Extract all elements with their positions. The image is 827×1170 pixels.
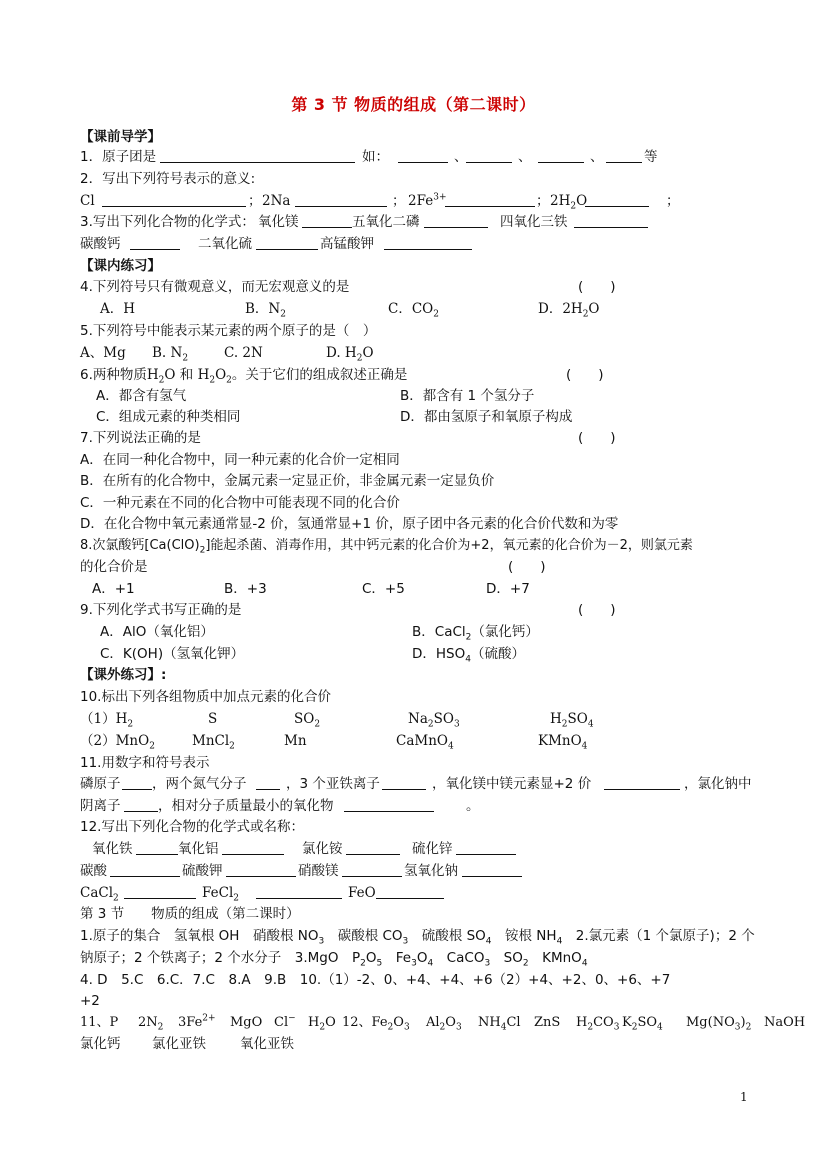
question-5: 5.下列符号中能表示某元素的两个原子的是（ ）: [80, 323, 377, 339]
question-8: 8.次氯酸钙$[Ca(ClO)_2]$能起杀菌、消毒作用，其中钙元素的化合价为+2，氧元素的化合价为－2，则氯元素: [80, 538, 693, 556]
question-12: 12.写出下列化合物的化学式或名称：: [80, 819, 304, 835]
answer-blank[interactable]: [398, 149, 448, 163]
answer-blank[interactable]: [124, 798, 158, 812]
option-b: B．CaCl$_2$（氯化钙）: [412, 624, 539, 643]
answers-line-4: +2: [80, 993, 100, 1009]
answer-blank[interactable]: [585, 193, 649, 207]
answer-blank[interactable]: [295, 193, 387, 207]
option-c[interactable]: C．K(OH)（氢氧化钾）: [100, 646, 245, 662]
answer-blank[interactable]: [226, 863, 296, 877]
option-a[interactable]: A、Mg: [80, 345, 126, 361]
option-a[interactable]: A．都含有氢气: [96, 388, 187, 404]
option-b[interactable]: B．+3: [224, 581, 267, 597]
answer-blank[interactable]: [424, 214, 488, 228]
answer-blank[interactable]: [376, 885, 444, 899]
answer-blank[interactable]: [462, 863, 522, 877]
answer-blank[interactable]: [222, 841, 284, 855]
worksheet-page: 第 3 节 物质的组成（第二课时） 【课前导学】 1．原子团是 如： 、 、 、 等 2．写出下列符号表示的意义: Cl ； 2Na ； $2Fe^{3+}$ ； $2H_2O$ ； 3.写出下列化合物的化学式： 氧化镁 五氧化二磷 四氧化三铁 碳酸钙 二氧化硫 高锰酸钾 【课内练习】 4.下列符号只有微观意义，而无宏观意义的是 ( ) A．H B．$N_2$ C．$CO_2$ D．$2H_2O$ 5.下列符号中能表示某元素的两个原子的是（ ） A、Mg B. $N_2$ C. 2N D. $H_2O$ 6.两种物质$H_2O$ 和 $H_2O_2$。关于它们的组成叙述正确是 ( ) A．都含有氢气 B．都含有 1 个氢分子 C．组成元素的种类相同 D．都由氢原子和氧原子构成 7.下列说法正确的是 ( ) A．在同一种化合物中，同一种元素的化合价一定相同 B．在所有的化合物中，金属元素一定显正价，非金属元素一定显负价 C．一种元素在不同的化合物中可能表现不同的化合价 D．在化合物中氧元素通常显-2 价，氢通常显+1 价，原子团中各元素的化合价代数和为零 8.次氯酸钙$[Ca(ClO)_2]$能起杀菌、消毒作用，其中钙元素的化合价为+2，氧元素的化合价为－2，则氯元素 的化合价是 ( ) A．+1 B．+3 C．+5 D．+7 9.下列化学式书写正确的是 ( ) A．AlO（氧化铝） B．CaCl$_2$（氯化钙） C．K(OH)（氢氧化钾） D．$HSO_4$（硫酸） 【课外练习】: 10.标出下列各组物质中加点元素的化合价 $(1)H_2$ S $SO_2$ $Na_2SO_3$ $H_2SO_4$ （2）MnO$_2$ MnCl$_2$ Mn CaMnO$_4$ KMnO$_4$ 11.用数字和符号表示 磷原子 ，两个氮气分子 ，3 个亚铁离子 ，氧化镁中镁元素显+2 价 ，氯化钠中 阴离子 ，相对分子质量最小的氧化物 。 12.写出下列化合物的化学式或名称： 氧化铁 氧化铝 氯化铵 硫化锌 碳酸 硫酸钾 硝酸镁 氢氧化钠 CaCl$_2$ FeCl$_2$ FeO 第 3 节 物质的组成（第二课时） 1.原子的集合 氢氧根 OH 硝酸根 $NO_3$ 碳酸根 $CO_3$ 硫酸根 $SO_4$ 铵根 $NH_4$ 2.氯元素（1 个氯原子)；2 个 钠原子；2 个铁离子；2 个水分子 3.MgO $P_2O_5$ $Fe_3O_4$ CaCO$_3$ $SO_2$ KMnO$_4$ 4. D 5.C 6.C．7.C 8.A 9.B 10.（1）-2、0、+4、+4、+6（2）+4、+2、0、+6、+7 +2 11、P $2N_2$ $3Fe^{2+}$ MgO Cl− $H_2O$ 12、$Fe_2O_3$ $Al_2O_3$ $NH_4Cl$ ZnS $H_2CO_3$ $K_2SO_4$ $Mg(NO_3)_2$ NaOH 氯化钙 氯化亚铁 氧化亚铁 1: [0, 0, 827, 1170]
answer-blank[interactable]: [466, 149, 512, 163]
question-7-option-c[interactable]: C．一种元素在不同的化合物中可能表现不同的化合价: [80, 495, 400, 511]
answer-blank[interactable]: [445, 193, 535, 207]
answer-blank[interactable]: [384, 236, 472, 250]
option-a[interactable]: A．AlO（氧化铝）: [100, 624, 214, 640]
answer-blank[interactable]: [574, 214, 648, 228]
question-7-option-d[interactable]: D．在化合物中氧元素通常显-2 价，氢通常显+1 价，原子团中各元素的化合价代数和为零: [80, 516, 619, 532]
question-7-option-b[interactable]: B．在所有的化合物中，金属元素一定显正价，非金属元素一定显负价: [80, 473, 495, 489]
section-class-header: 【课内练习】: [80, 258, 161, 274]
question-7-option-a[interactable]: A．在同一种化合物中，同一种元素的化合价一定相同: [80, 452, 400, 468]
option-b[interactable]: B．都含有 1 个氢分子: [400, 388, 535, 404]
answers-line-1: 1.原子的集合 氢氧根 OH 硝酸根 $NO_3$ 碳酸根 $CO_3$ 硫酸根 $SO_4$ 铵根 $NH_4$ 2.氯元素（1 个氯原子)；2 个: [80, 928, 755, 947]
option-d[interactable]: D．+7: [486, 581, 530, 597]
answer-blank[interactable]: [122, 776, 152, 790]
answer-blank[interactable]: [256, 236, 318, 250]
question-11: 11.用数字和符号表示: [80, 755, 210, 771]
page-title: 第 3 节 物质的组成（第二课时）: [291, 95, 536, 114]
option-c[interactable]: C．组成元素的种类相同: [96, 409, 241, 425]
answer-blank[interactable]: [538, 149, 584, 163]
answers-line-2: 钠原子；2 个铁离子；2 个水分子 3.MgO $P_2O_5$ $Fe_3O_4$ CaCO$_3$ $SO_2$ KMnO$_4$: [80, 950, 588, 969]
answer-blank[interactable]: [382, 776, 426, 790]
answer-blank[interactable]: [606, 149, 642, 163]
option-d: D．$2H_2O$: [538, 301, 600, 320]
answers-header: 第 3 节 物质的组成（第二课时）: [80, 906, 300, 922]
section-after-header: 【课外练习】:: [80, 667, 167, 683]
option-c: C．$CO_2$: [388, 301, 439, 320]
answer-blank[interactable]: [456, 841, 516, 855]
answer-blank[interactable]: [256, 776, 280, 790]
answer-blank[interactable]: [136, 841, 178, 855]
option-a[interactable]: A．+1: [92, 581, 135, 597]
answer-blank[interactable]: [344, 798, 434, 812]
answer-blank[interactable]: [256, 885, 342, 899]
option-d[interactable]: D．都由氢原子和氧原子构成: [400, 409, 573, 425]
answer-blank[interactable]: [346, 841, 400, 855]
answer-blank[interactable]: [160, 149, 355, 163]
answer-blank[interactable]: [130, 236, 180, 250]
option-d: D. $H_2O$: [326, 345, 374, 364]
answer-blank[interactable]: [604, 776, 680, 790]
option-c[interactable]: C. 2N: [224, 345, 263, 361]
question-10: 10.标出下列各组物质中加点元素的化合价: [80, 689, 331, 705]
answer-blank[interactable]: [110, 863, 180, 877]
option-b: B．$N_2$: [245, 301, 286, 320]
option-c[interactable]: C．+5: [362, 581, 405, 597]
answer-blank[interactable]: [342, 863, 402, 877]
answer-blank[interactable]: [124, 885, 196, 899]
answers-line-3: 4. D 5.C 6.C．7.C 8.A 9.B 10.（1）-2、0、+4、+4、+6（2）+4、+2、0、+6、+7: [80, 972, 671, 988]
answer-blank[interactable]: [102, 193, 246, 207]
option-a[interactable]: A．H: [100, 301, 136, 317]
section-pre-header: 【课前导学】: [80, 129, 161, 145]
option-d: D．$HSO_4$（硫酸）: [412, 646, 525, 665]
question-2: 2．写出下列符号表示的意义:: [80, 171, 256, 187]
option-b: B. $N_2$: [152, 345, 189, 364]
page-number: 1: [740, 1090, 748, 1104]
answer-blank[interactable]: [302, 214, 352, 228]
